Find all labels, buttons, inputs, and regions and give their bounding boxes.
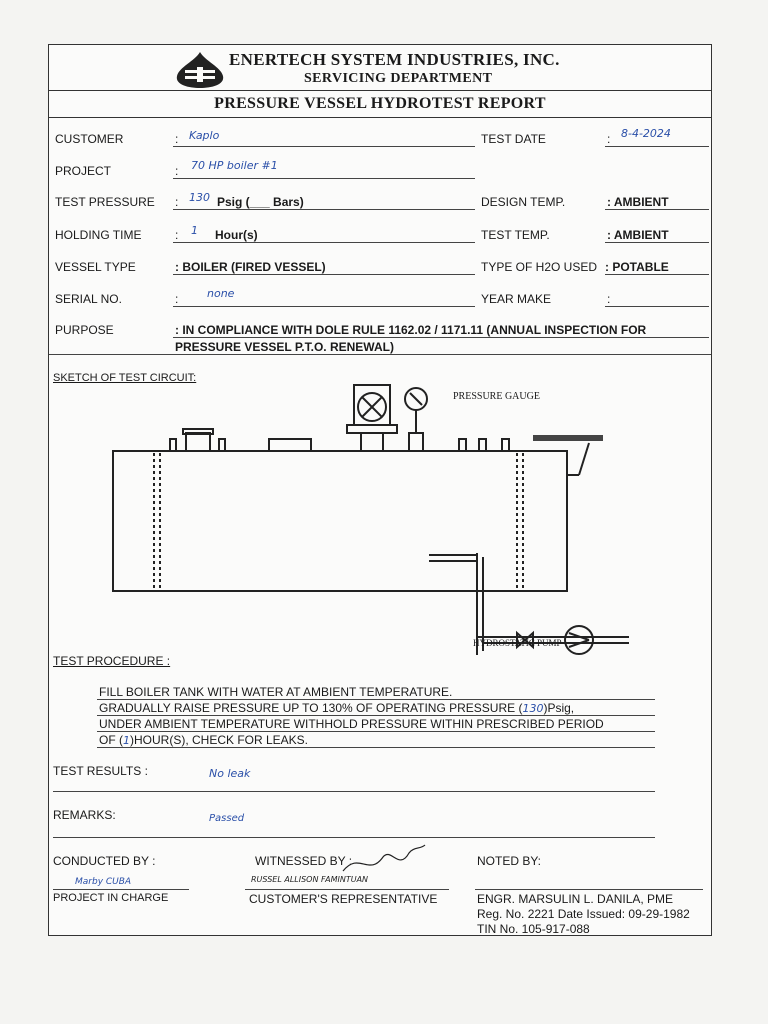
procedure-hours-value: 1 — [123, 734, 130, 747]
test-date-label: TEST DATE — [481, 132, 546, 146]
year-make-colon: : — [607, 292, 611, 306]
tank-top-rail — [533, 435, 603, 441]
test-date-value: 8-4-2024 — [621, 127, 671, 140]
company-name: ENERTECH SYSTEM INDUSTRIES, INC. — [229, 50, 560, 69]
noted-by-line — [475, 889, 703, 890]
company-header — [49, 45, 711, 91]
results-line — [53, 791, 655, 792]
serial-line — [173, 306, 475, 307]
holding-time-unit: Hour(s) — [215, 228, 258, 242]
procedure-rule-4 — [97, 747, 655, 748]
test-temp-value: : AMBIENT — [607, 228, 669, 242]
procedure-line-1: FILL BOILER TANK WITH WATER AT AMBIENT TEMPERATURE. — [99, 685, 453, 699]
test-date-line — [605, 146, 709, 147]
sketch-title: SKETCH OF TEST CIRCUIT: — [53, 372, 197, 384]
conducted-by-label: CONDUCTED BY : — [53, 854, 156, 868]
serial-colon: : — [175, 292, 179, 306]
vessel-type-line — [173, 274, 475, 275]
customer-label: CUSTOMER — [55, 132, 124, 146]
test-pressure-colon: : — [175, 195, 179, 209]
test-pressure-units: Psig (___ Bars) — [217, 195, 304, 209]
remarks-label: REMARKS: — [53, 808, 116, 822]
report-sheet — [48, 44, 712, 936]
h2o-line — [605, 274, 709, 275]
vessel-type-value: : BOILER (FIRED VESSEL) — [175, 260, 326, 274]
test-pressure-line — [173, 209, 475, 210]
holding-time-line — [173, 242, 475, 243]
witness-signature: RUSSEL ALLISON FAMINTUAN — [251, 875, 369, 884]
conducted-by-signature: Marby CUBA — [75, 877, 132, 887]
project-value: 70 HP boiler #1 — [191, 159, 278, 172]
purpose-line-2: PRESSURE VESSEL P.T.O. RENEWAL) — [175, 340, 394, 354]
customer-value: Kaplo — [189, 129, 220, 142]
procedure-line-2 — [99, 701, 574, 715]
procedure-line-3: UNDER AMBIENT TEMPERATURE WITHHOLD PRESSURE WITHIN PRESCRIBED PERIOD — [99, 717, 604, 731]
year-make-line — [605, 306, 709, 307]
report-title: PRESSURE VESSEL HYDROTEST REPORT — [214, 95, 546, 112]
project-label: PROJECT — [55, 164, 112, 178]
company-logo — [173, 51, 227, 89]
conducted-by-line — [53, 889, 189, 890]
witnessed-by-line — [245, 889, 449, 890]
engineer-name: ENGR. MARSULIN L. DANILA, PME — [477, 892, 674, 906]
serial-label: SERIAL NO. — [55, 292, 122, 306]
purpose-line-1: : IN COMPLIANCE WITH DOLE RULE 1162.02 / 1171.11 (ANNUAL INSPECTION FOR — [175, 323, 647, 337]
test-results-value: No leak — [209, 767, 251, 780]
procedure-line-4a: OF ( — [99, 733, 123, 747]
test-temp-line — [605, 242, 709, 243]
purpose-divider — [49, 354, 711, 355]
procedure-line-2b: )Psig, — [543, 701, 575, 715]
report-title-bar — [49, 91, 711, 118]
customer-representative-label: CUSTOMER'S REPRESENTATIVE — [249, 892, 438, 906]
holding-time-value: 1 — [191, 224, 198, 237]
procedure-rule-3 — [97, 731, 655, 732]
test-date-colon: : — [607, 132, 611, 146]
project-line — [173, 178, 475, 179]
witnessed-by-label: WITNESSED BY : — [255, 854, 353, 868]
engineer-reg-no: Reg. No. 2221 Date Issued: 09-29-1982 — [477, 907, 690, 921]
test-temp-label: TEST TEMP. — [481, 228, 550, 242]
hydrostatic-pump-label: HYDROSTATIC PUMP — [473, 638, 562, 648]
design-temp-line — [605, 209, 709, 210]
design-temp-label: DESIGN TEMP. — [481, 195, 566, 209]
holding-time-colon: : — [175, 228, 179, 242]
noted-by-label: NOTED BY: — [477, 854, 542, 868]
remarks-line — [53, 837, 655, 838]
tank-shell — [113, 451, 567, 591]
test-pressure-label: TEST PRESSURE — [55, 195, 155, 209]
test-circuit-sketch — [49, 375, 711, 655]
project-colon: : — [175, 164, 179, 178]
department-name: SERVICING DEPARTMENT — [304, 71, 493, 86]
test-results-label: TEST RESULTS : — [53, 764, 148, 778]
purpose-underline-1 — [173, 337, 709, 338]
h2o-value: : POTABLE — [605, 260, 669, 274]
procedure-pressure-value: 130 — [522, 702, 544, 715]
engineer-tin: TIN No. 105-917-088 — [477, 922, 590, 936]
remarks-value: Passed — [209, 813, 245, 824]
design-temp-value: : AMBIENT — [607, 195, 669, 209]
pressure-gauge-label: PRESSURE GAUGE — [453, 391, 540, 402]
procedure-line-2a: GRADUALLY RAISE PRESSURE UP TO 130% OF OPERATING PRESSURE ( — [99, 701, 523, 715]
procedure-rule-1 — [97, 699, 655, 700]
procedure-line-4b: )HOUR(S), CHECK FOR LEAKS. — [130, 733, 309, 747]
purpose-label: PURPOSE — [55, 323, 114, 337]
procedure-line-4 — [99, 733, 308, 747]
year-make-label: YEAR MAKE — [481, 292, 552, 306]
vessel-type-label: VESSEL TYPE — [55, 260, 136, 274]
holding-time-label: HOLDING TIME — [55, 228, 142, 242]
h2o-label: TYPE OF H2O USED — [481, 260, 598, 274]
procedure-rule-2 — [97, 715, 655, 716]
procedure-title: TEST PROCEDURE : — [53, 654, 171, 668]
serial-value: none — [207, 287, 235, 300]
project-in-charge-label: PROJECT IN CHARGE — [53, 892, 169, 904]
customer-line — [173, 146, 475, 147]
test-pressure-value: 130 — [189, 191, 210, 204]
customer-colon: : — [175, 132, 179, 146]
